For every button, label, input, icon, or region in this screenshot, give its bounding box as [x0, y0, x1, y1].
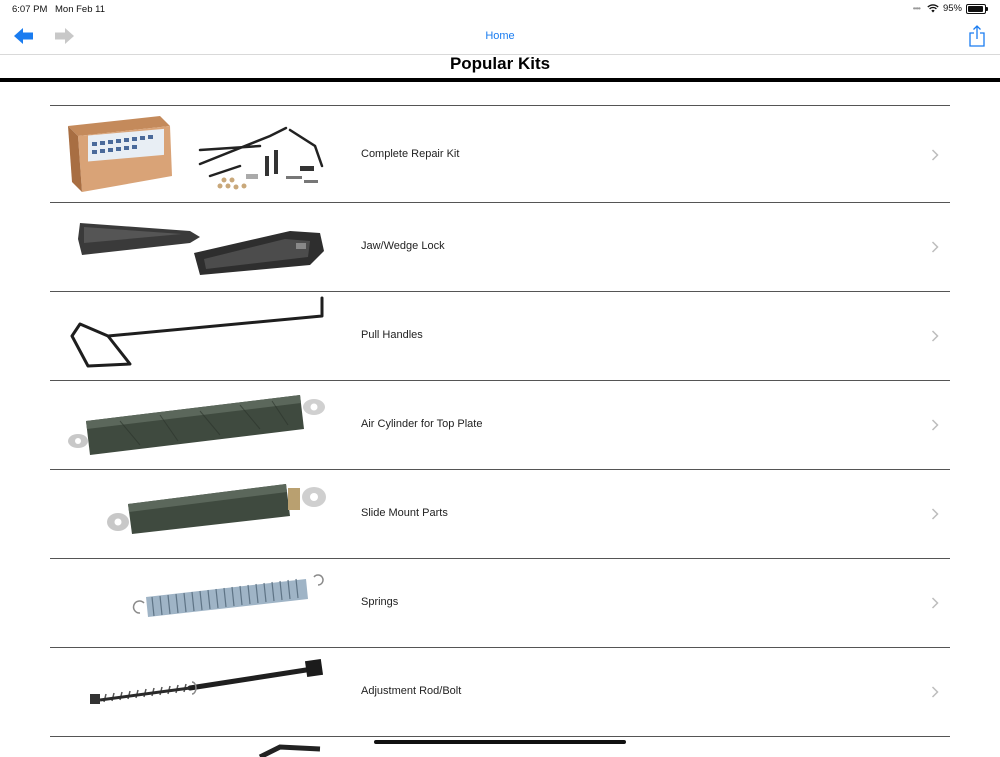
list-item[interactable]: [50, 380, 950, 469]
partial-part-image: [240, 743, 330, 757]
battery-icon: [966, 4, 986, 14]
adjustment-rod-image: [60, 648, 340, 736]
list-item-label: Complete Repair Kit: [361, 148, 460, 160]
status-bar: [0, 0, 1000, 18]
page-title: Popular Kits: [449, 54, 551, 73]
nav-bar: [0, 18, 1000, 55]
title-divider: [0, 78, 1000, 82]
chevron-right-icon: [931, 241, 939, 253]
chevron-right-icon: [931, 508, 939, 520]
chevron-right-icon: [931, 330, 939, 342]
list-item-label: Air Cylinder for Top Plate: [361, 418, 483, 430]
spring-image: [60, 559, 340, 647]
slide-mount-image: [60, 470, 340, 558]
forward-arrow-icon[interactable]: [52, 25, 76, 47]
status-time: 6:07 PM: [12, 4, 48, 15]
list-item[interactable]: [50, 202, 950, 291]
list-item-label: Springs: [361, 596, 399, 608]
list-item-label: Adjustment Rod/Bolt: [361, 685, 462, 697]
list-item[interactable]: [50, 558, 950, 647]
chevron-right-icon: [931, 149, 939, 161]
status-right: [913, 3, 986, 14]
chevron-right-icon: [931, 597, 939, 609]
wifi-icon: [927, 4, 939, 13]
signal-icon: ••••: [912, 4, 920, 13]
pull-handle-image: [60, 292, 340, 380]
kit-list: [50, 105, 950, 757]
list-item-label: Jaw/Wedge Lock: [361, 240, 445, 252]
back-arrow-icon[interactable]: [12, 25, 36, 47]
repair-kit-image: [60, 106, 340, 202]
list-item[interactable]: [50, 105, 950, 202]
home-indicator[interactable]: [374, 740, 626, 744]
chevron-right-icon: [931, 686, 939, 698]
list-item-label: Pull Handles: [361, 329, 423, 341]
chevron-right-icon: [931, 419, 939, 431]
list-item[interactable]: [50, 647, 950, 736]
home-link[interactable]: Home: [485, 30, 515, 42]
wedge-lock-image: [60, 203, 340, 291]
list-item-label: Slide Mount Parts: [361, 507, 448, 519]
list-item[interactable]: [50, 291, 950, 380]
status-date: Mon Feb 11: [55, 4, 105, 15]
list-item[interactable]: [50, 469, 950, 558]
battery-percent: 95%: [942, 3, 962, 14]
air-cylinder-image: [60, 381, 340, 469]
share-icon[interactable]: [968, 24, 986, 48]
